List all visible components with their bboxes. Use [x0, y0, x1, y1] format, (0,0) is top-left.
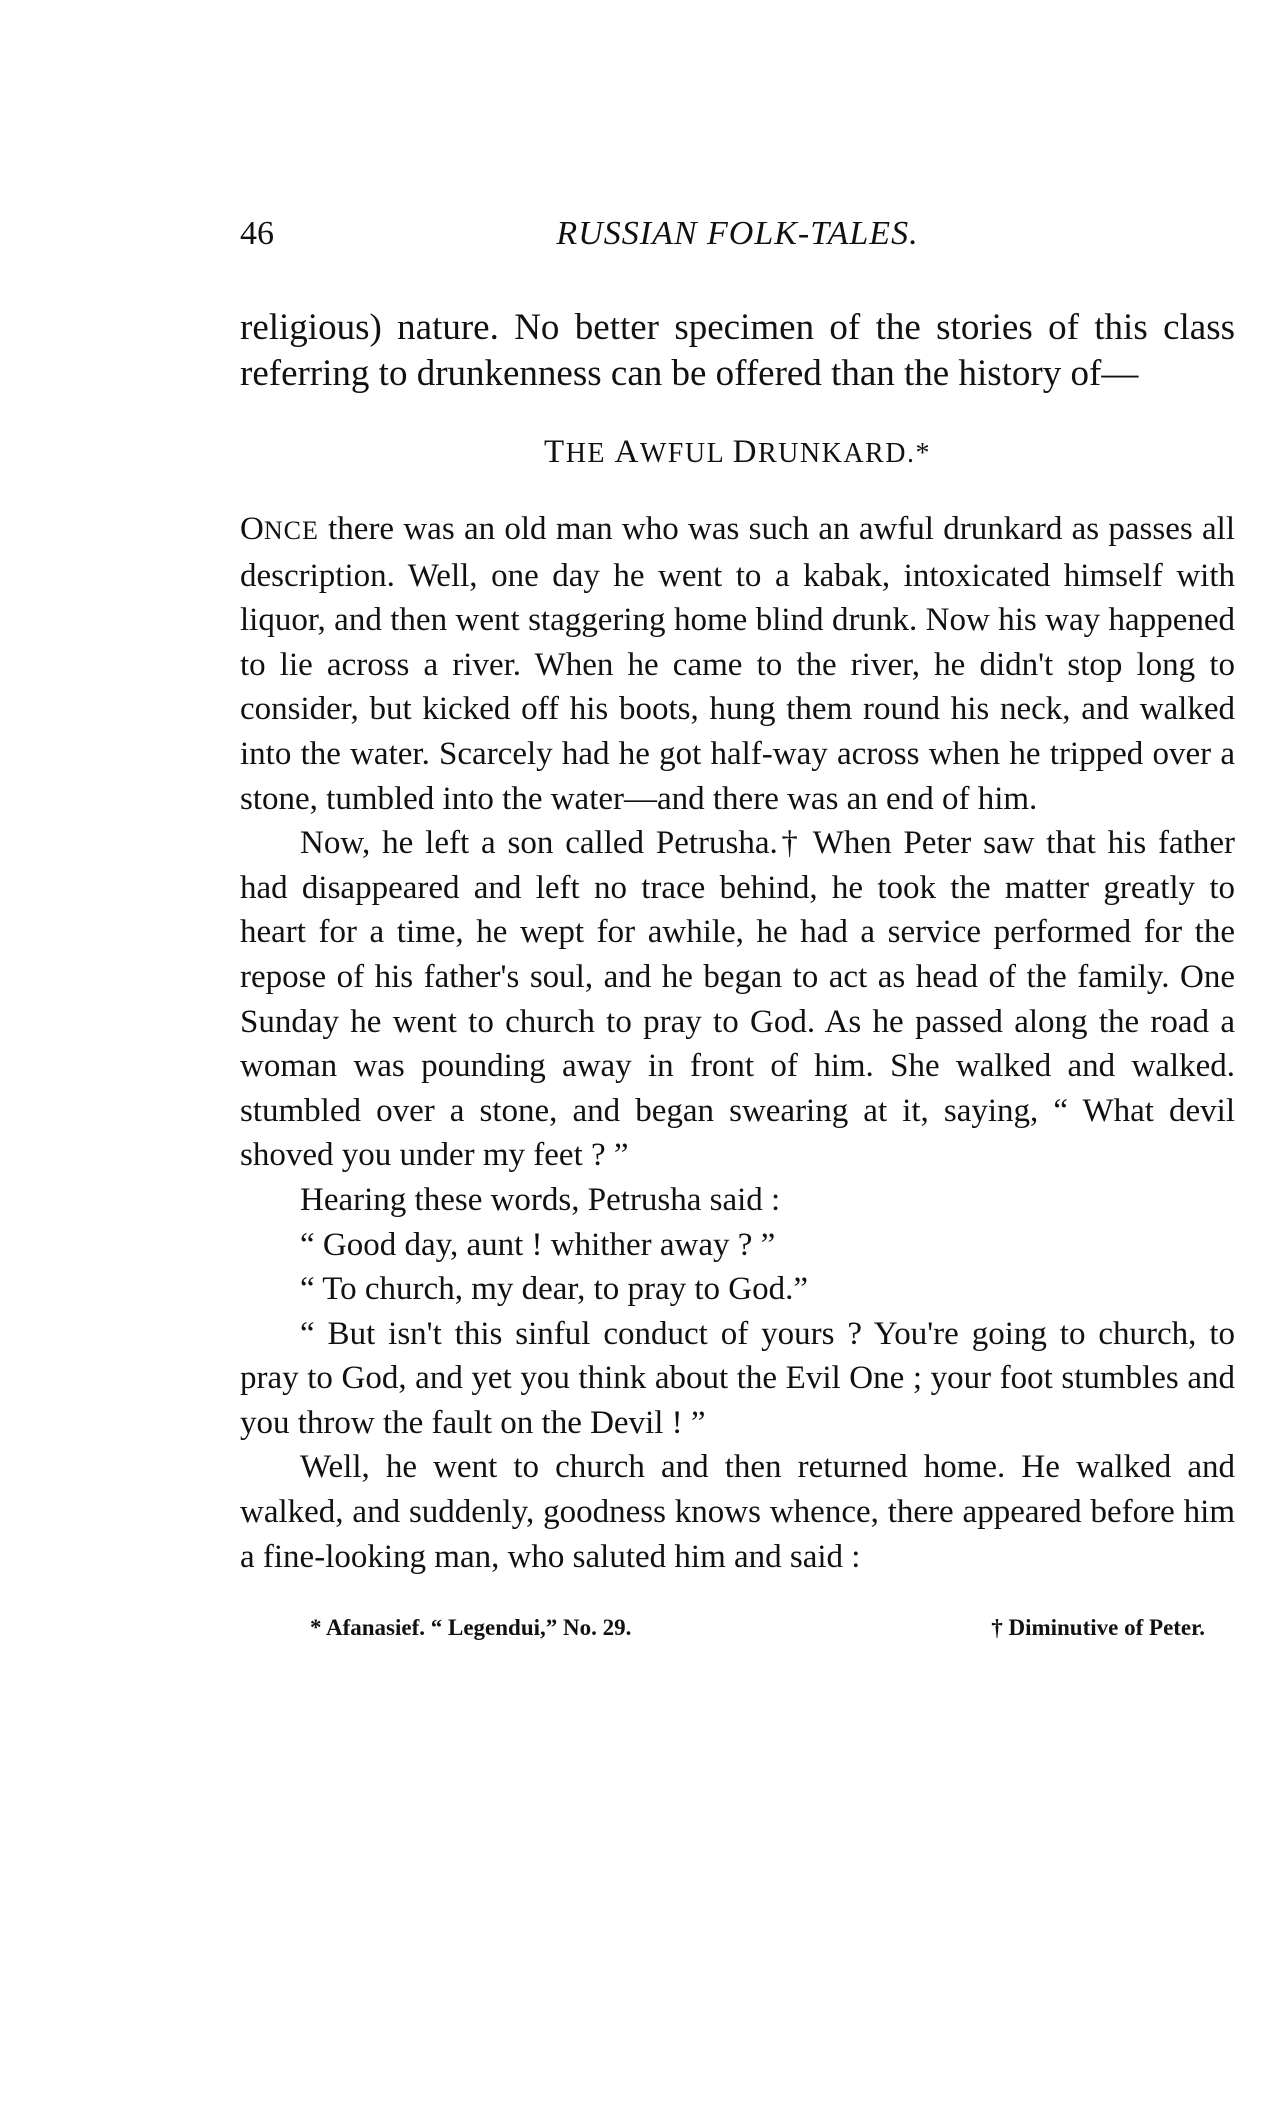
paragraph-3: Hearing these words, Petrusha said : — [300, 1181, 781, 1218]
paragraph-1-text: there was an old man who was such an awful drunkard as passes all description. Well, one day he went to a kabak, intoxicated himself with liquor, and then went staggering home blind drunk. Now his way happened to lie across a river. When he came to the river, he didn't stop long to consider, but kicked off his boots, hung them round his neck, and walked into the water. Scarcely had he got half-way across when he tripped over a stone, tumbled into the water—and there was an end of him. — [240, 511, 1235, 817]
paragraph-1 — [240, 507, 1235, 821]
paragraph-4: “ Good day, aunt ! whither away ? ” — [300, 1226, 776, 1263]
running-title: RUSSIAN FOLK-TALES. — [556, 215, 919, 252]
tale-body — [240, 507, 1235, 1579]
book-page — [240, 215, 1235, 1649]
title-a-cap: A — [614, 434, 640, 470]
title-a-rest: WFUL — [639, 438, 733, 469]
footnotes — [240, 1615, 1235, 1649]
intro-paragraph: religious) nature. No better specimen of the stories of this class referring to drunkenness can be offered than the history of— — [240, 307, 1235, 394]
paragraph-1-initial: O — [240, 511, 264, 547]
paragraph-2: Now, he left a son called Petrusha.† When Peter saw that his father had disappeared and left no trace behind, he took the matter greatly to heart for a time, he wept for awhile, he had a service performed for the repose of his father's soul, and he began to act as head of the family. One Sunday he went to church to pray to God. As he passed along the road a woman was pounding away in front of him. She walked and walked. stumbled over a stone, and began swearing at it, saying, “ What devil shoved you under my feet ? ” — [240, 825, 1235, 1174]
paragraph-7: Well, he went to church and then returned home. He walked and walked, and suddenly, goodness knows whence, there appeared before him a fine-looking man, who saluted him and said : — [240, 1449, 1235, 1575]
paragraph-1-smallcaps: NCE — [263, 516, 319, 545]
title-t-cap: T — [544, 434, 566, 470]
footnote-petrusha: † Diminutive of Peter. — [991, 1615, 1205, 1641]
page-header — [240, 215, 1235, 265]
title-t-rest: HE — [565, 438, 615, 469]
page-number: 46 — [240, 215, 274, 252]
title-d-cap: D — [732, 434, 758, 470]
title-d-rest: RUNKARD.* — [758, 438, 931, 469]
footnote-afanasief: * Afanasief. “ Legendui,” No. 29. — [310, 1615, 632, 1641]
tale-title — [240, 434, 1235, 471]
paragraph-6: “ But isn't this sinful conduct of yours ? You're going to church, to pray to God, and yet you think about the Evil One ; your foot stumbles and you throw the fault on the Devil ! ” — [240, 1315, 1235, 1441]
paragraph-5: “ To church, my dear, to pray to God.” — [300, 1271, 809, 1308]
